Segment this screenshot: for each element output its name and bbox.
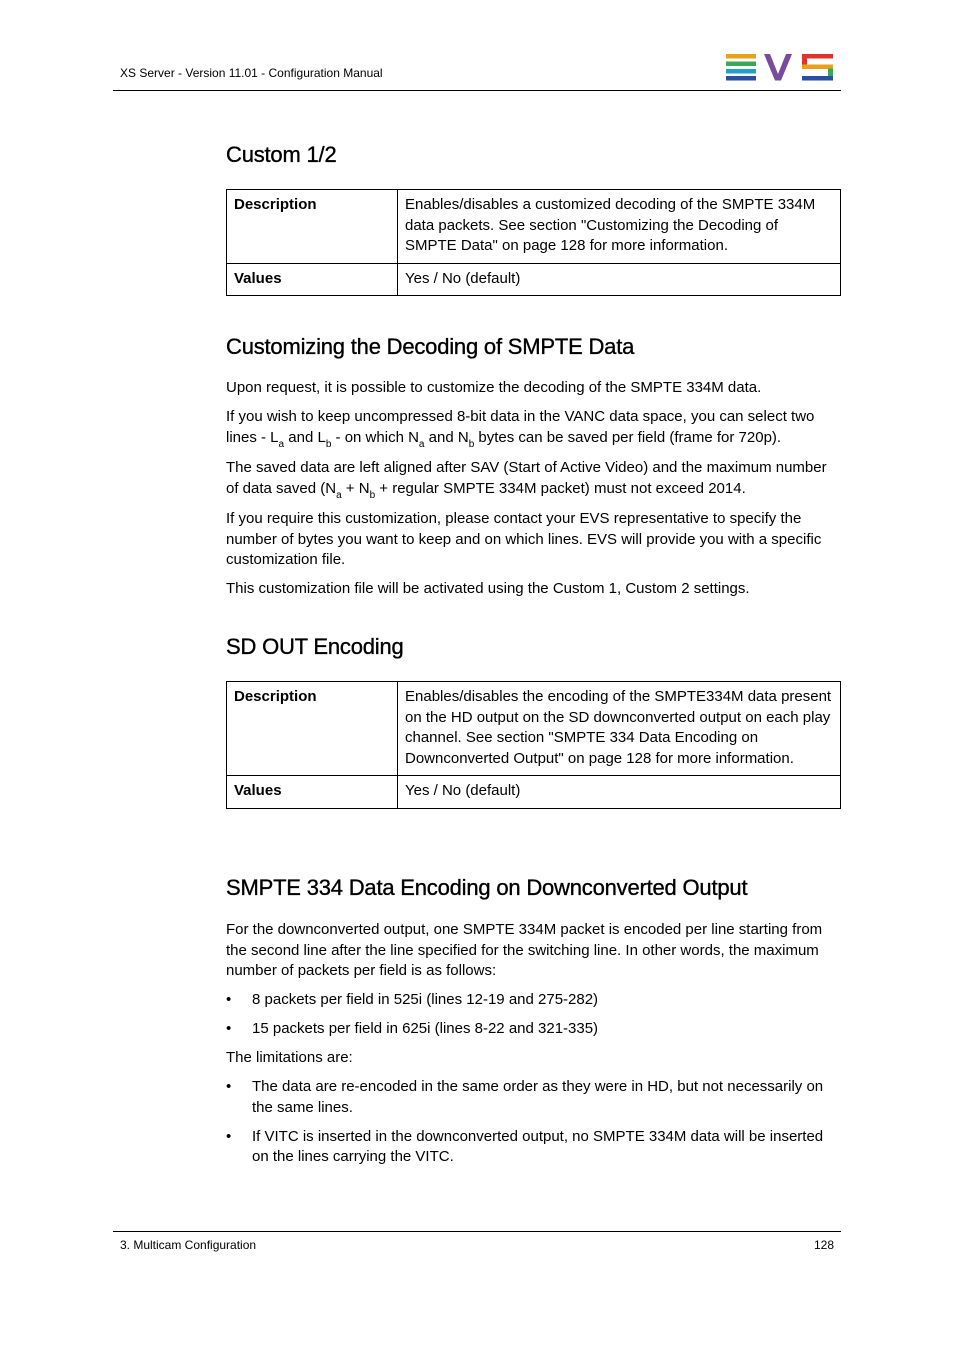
table-row [227,263,841,296]
table-value: Yes / No (default) [398,263,841,296]
custom-table [226,189,841,296]
table-row [227,776,841,809]
evs-logo-v [764,54,792,81]
bullet-icon: • [226,1127,232,1145]
sdout-section [226,634,841,660]
list-item: • The data are re-encoded in the same order as they were in HD, but not necessarily on the same lines. [226,1078,824,1116]
table-row [227,682,841,776]
sdout-table-wrap [226,681,841,809]
evs-logo-e-bar-3 [726,69,756,74]
footer-rule [113,1231,841,1232]
evs-logo-e-bar-2 [726,62,756,67]
sdout-heading: SD OUT Encoding [226,634,404,659]
table-key: Description [227,682,398,776]
paragraph: Upon request, it is possible to customize the decoding of the SMPTE 334M data. [226,379,762,396]
list-item: • If VITC is inserted in the downconverted output, no SMPTE 334M data will be inserted on the lines carrying the VITC. [226,1127,824,1165]
table-key: Values [227,263,398,296]
evs-logo-e-bar-4 [726,76,756,81]
page-number: 128 [813,1238,834,1252]
list-item: • 15 packets per field in 625i (lines 8-22 and 321-335) [226,1019,841,1040]
evs-logo-s-bar-5 [802,76,833,81]
customizing-heading: Customizing the Decoding of SMPTE Data [226,334,635,359]
table-value: Enables/disables the encoding of the SMPTE334M data present on the HD output on the SD downconverted output on each play channel. See section "SMPTE 334 Data Encoding on Downconverted Output" on page 128 for more information. [398,682,841,776]
paragraph: If you wish to keep uncompressed 8-bit data in the VANC data space, you can select two lines - $L_a$ and $L_b$ - on which $N_a$ and $N_b$ bytes can be saved per field (frame for 720p). [226,408,815,450]
sdout-table [226,681,841,809]
smpte334-body [226,920,841,1168]
custom-section [226,142,841,168]
running-header: XS Server - Version 11.01 - Configuration Manual [120,66,383,80]
header-rule [113,90,841,91]
limitations-list [226,1077,841,1168]
evs-logo-s-bar-1 [802,54,833,59]
paragraph: The limitations are: [226,1049,353,1066]
evs-logo-s-bar-4 [828,69,833,77]
footer-chapter: 3. Multicam Configuration [120,1238,257,1252]
table-key: Values [227,776,398,809]
custom-heading: Custom 1/2 [226,142,337,167]
paragraph: If you require this customization, please contact your EVS representative to specify the number of bytes you want to keep and on which lines. EVS will provide you with a specific customization file. [226,510,822,568]
bullet-icon: • [226,1078,232,1095]
bullet-icon: • [226,991,232,1008]
customizing-body [226,378,841,599]
custom-table-wrap [226,189,841,296]
paragraph: This customization file will be activated using the Custom 1, Custom 2 settings. [226,579,750,597]
table-value: Enables/disables a customized decoding of the SMPTE 334M data packets. See section "Customizing the Decoding of SMPTE Data" on page 128 for more information. [398,190,841,264]
customizing-section [226,334,841,360]
paragraph: The saved data are left aligned after SAV (Start of Active Video) and the maximum number of data saved ($N_a + N_b$ + regular SMPTE 334M packet) must not exceed 2014. [226,459,827,501]
evs-logo-s-bar-2 [802,58,807,65]
evs-logo-e-bar-1 [726,54,756,59]
evs-logo-s-bar-3 [802,65,833,70]
smpte334-section [226,875,841,901]
evs-logo [726,53,834,81]
list-item: • 8 packets per field in 525i (lines 12-19 and 275-282) [226,990,841,1011]
table-row [227,190,841,264]
bullet-icon: • [226,1020,232,1037]
table-value: Yes / No (default) [398,776,841,809]
packet-list [226,990,841,1040]
smpte334-heading: SMPTE 334 Data Encoding on Downconverted Output [226,875,748,900]
table-key: Description [227,190,398,264]
paragraph: For the downconverted output, one SMPTE 334M packet is encoded per line starting from the second line after the line specified for the switching line. In other words, the maximum number of packets per field is as follows: [226,921,823,979]
